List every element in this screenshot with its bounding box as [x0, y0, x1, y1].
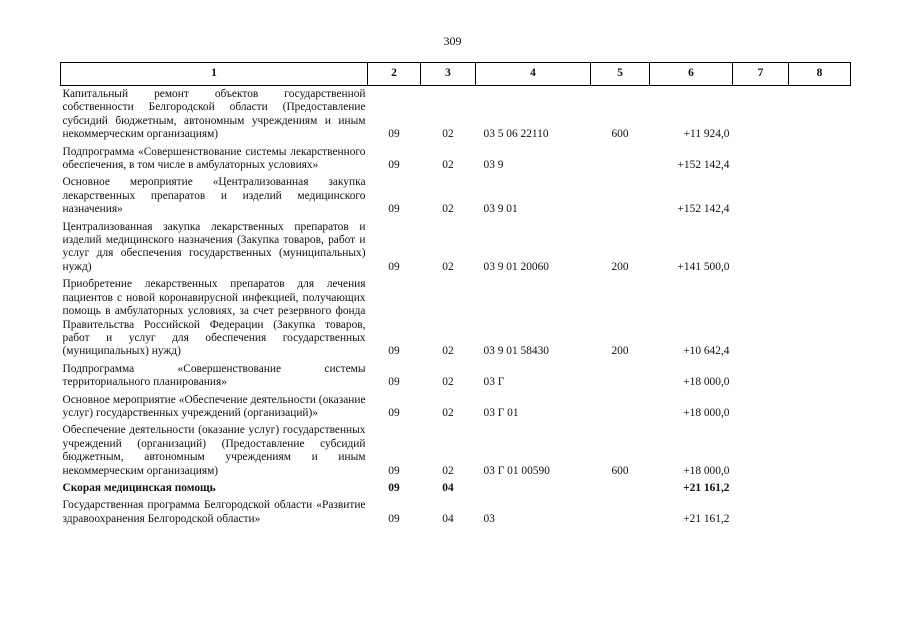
table-row [61, 219, 851, 277]
amount: +10 642,4 [683, 345, 730, 358]
amount: +141 500,0 [677, 260, 730, 273]
table-row [61, 361, 851, 392]
section-code: 09 [388, 481, 400, 494]
target-article-code: 03 9 01 20060 [483, 260, 549, 273]
table-body [61, 86, 851, 529]
item-name: Подпрограмма «Совершенствование системы территориального планирования» [62, 362, 366, 389]
section-code: 09 [388, 345, 400, 358]
column-8-cell [789, 480, 851, 497]
target-article-code: 03 9 01 [483, 203, 518, 216]
amount: +21 161,2 [683, 512, 730, 525]
column-7-cell [733, 361, 789, 392]
column-8-cell [789, 497, 851, 528]
section-code: 09 [388, 376, 400, 389]
expense-type-code [591, 361, 650, 392]
amount: +152 142,4 [677, 159, 730, 172]
page-number: 309 [443, 34, 462, 48]
amount: +11 924,0 [683, 128, 730, 141]
subsection-code: 04 [442, 481, 454, 494]
item-name: Капитальный ремонт объектов государственной собственности Белгородской области (Предоставление субсидий бюджетным, автономным учреждениям и иным некоммерческим организациям) [62, 88, 366, 141]
header-row [61, 63, 851, 86]
column-header: 3 [421, 63, 476, 86]
target-article-code: 03 5 06 22110 [483, 128, 549, 141]
amount: +18 000,0 [683, 464, 730, 477]
item-name: Государственная программа Белгородской области «Развитие здравоохранения Белгородской области» [62, 499, 366, 525]
column-header: 4 [476, 63, 591, 86]
column-7-cell [733, 174, 789, 218]
section-code: 09 [388, 406, 400, 419]
subsection-code: 02 [442, 128, 454, 141]
column-8-cell [789, 144, 851, 175]
column-8-cell [789, 219, 851, 277]
section-code: 09 [388, 512, 400, 525]
column-header: 6 [650, 63, 733, 86]
expense-type-code: 600 [611, 128, 629, 141]
column-8-cell [789, 174, 851, 218]
expense-type-code: 200 [611, 345, 629, 358]
subsection-code: 02 [442, 406, 454, 419]
column-7-cell [733, 497, 789, 528]
column-header: 7 [733, 63, 789, 86]
item-name: Основное мероприятие «Обеспечение деятельности (оказание услуг) государственных учреждений (организаций)» [62, 393, 366, 419]
amount: +18 000,0 [683, 406, 730, 419]
table-row [61, 174, 851, 218]
target-article-code: 03 Г 01 [483, 406, 519, 419]
target-article-code: 03 [483, 512, 495, 525]
expense-type-code [591, 144, 650, 175]
column-7-cell [733, 422, 789, 480]
item-name: Подпрограмма «Совершенствование системы лекарственного обеспечения, в том числе в амбулаторных условиях» [62, 145, 366, 172]
item-name: Приобретение лекарственных препаратов для лечения пациентов с новой коронавирусной инфекцией, получающих помощь в амбулаторных условиях, за счет резервного фонда Правительства Российской Федерации (Закупка товаров, работ и услуг для обеспечения государственных (муниципальных) нужд) [62, 278, 366, 358]
section-code: 09 [388, 128, 400, 141]
table-row [61, 497, 851, 528]
subsection-code: 04 [442, 512, 454, 525]
section-code: 09 [388, 159, 400, 172]
target-article-code: 03 Г [483, 376, 505, 389]
item-name: Обеспечение деятельности (оказание услуг) государственных учреждений (организаций) (Предоставление субсидий бюджетным, автономным учреждениям и иным некоммерческим организациям) [62, 424, 366, 477]
section-code: 09 [388, 203, 400, 216]
column-header: 2 [368, 63, 421, 86]
column-header: 1 [61, 63, 368, 86]
section-code: 09 [388, 464, 400, 477]
amount: +21 161,2 [683, 481, 730, 494]
expense-type-code: 200 [611, 260, 629, 273]
column-8-cell [789, 276, 851, 360]
column-7-cell [733, 276, 789, 360]
column-8-cell [789, 361, 851, 392]
column-8-cell [789, 392, 851, 423]
section-code: 09 [388, 260, 400, 273]
table-row [61, 276, 851, 360]
target-article-code [476, 480, 591, 497]
expense-type-code [591, 174, 650, 218]
column-header: 8 [789, 63, 851, 86]
item-name: Основное мероприятие «Централизованная закупка лекарственных препаратов и изделий медицинского назначения» [62, 176, 366, 216]
subsection-code: 02 [442, 345, 454, 358]
table-row [61, 422, 851, 480]
column-7-cell [733, 86, 789, 144]
column-7-cell [733, 144, 789, 175]
target-article-code: 03 9 [483, 159, 504, 172]
target-article-code: 03 9 01 58430 [483, 345, 549, 358]
expense-type-code: 600 [611, 464, 629, 477]
column-7-cell [733, 480, 789, 497]
subsection-code: 02 [442, 260, 454, 273]
item-name: Централизованная закупка лекарственных препаратов и изделий медицинского назначения (Закупка товаров, работ и услуг для обеспечения государственных (муниципальных) нужд) [62, 220, 366, 273]
budget-table [60, 62, 851, 528]
table-row [61, 144, 851, 175]
expense-type-code [591, 480, 650, 497]
column-header: 5 [591, 63, 650, 86]
column-8-cell [789, 86, 851, 144]
amount: +152 142,4 [677, 203, 730, 216]
column-7-cell [733, 392, 789, 423]
column-7-cell [733, 219, 789, 277]
subsection-code: 02 [442, 464, 454, 477]
item-name: Скорая медицинская помощь [62, 481, 216, 494]
amount: +18 000,0 [683, 376, 730, 389]
table-row [61, 392, 851, 423]
subsection-code: 02 [442, 159, 454, 172]
table-row [61, 480, 851, 497]
expense-type-code [591, 497, 650, 528]
subsection-code: 02 [442, 376, 454, 389]
table-row [61, 86, 851, 144]
subsection-code: 02 [442, 203, 454, 216]
column-8-cell [789, 422, 851, 480]
target-article-code: 03 Г 01 00590 [483, 464, 550, 477]
expense-type-code [591, 392, 650, 423]
